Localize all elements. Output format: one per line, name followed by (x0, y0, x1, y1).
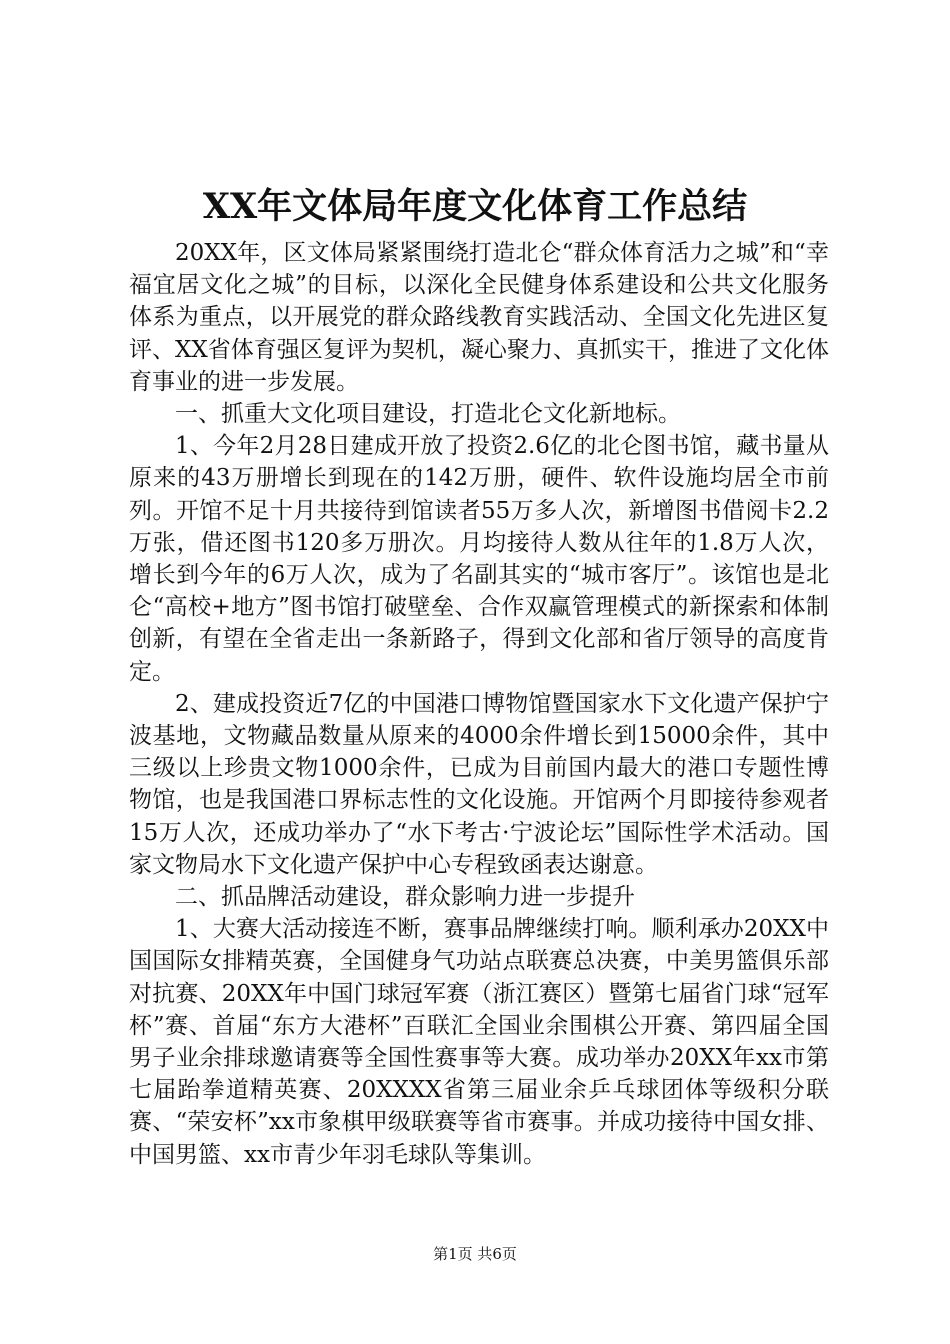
paragraph-events: 1、大赛大活动接连不断，赛事品牌继续打响。顺利承办20XX中国国际女排精英赛，全国健身气功站点联赛总决赛，中美男篮俱乐部对抗赛、20XX年中国门球冠军赛（浙江赛区）暨第七届省门球“冠军杯”赛、首届“东方大港杯”百联汇全国业余围棋公开赛、第四届全国男子业余排球邀请赛等全国性赛事等大赛。成功举办20XX年xx市第七届跆拳道精英赛、20XXXX省第三届业余乒乓球团体等级积分联赛、“荣安杯”xx市象棋甲级联赛等省市赛事。并成功接待中国女排、中国男篮、xx市青少年羽毛球队等集训。 (129, 916, 829, 1168)
section-heading-2: 二、抓品牌活动建设，群众影响力进一步提升 (175, 884, 635, 911)
paragraph-museum: 2、建成投资近7亿的中国港口博物馆暨国家水下文化遗产保护宁波基地，文物藏品数量从原来的4000余件增长到15000余件，其中三级以上珍贵文物1000余件，已成为目前国内最大的港口专题性博物馆，也是我国港口界标志性的文化设施。开馆两个月即接待参观者15万人次，还成功举办了“水下考古·宁波论坛”国际性学术活动。国家文物局水下文化遗产保护中心专程致函表达谢意。 (129, 690, 829, 878)
document-title: XX年文体局年度文化体育工作总结 (202, 186, 748, 227)
paragraph-intro: 20XX年，区文体局紧紧围绕打造北仑“群众体育活力之城”和“幸福宜居文化之城”的目标，以深化全民健身体系建设和公共文化服务体系为重点，以开展党的群众路线教育实践活动、全国文化先进区复评、XX省体育强区复评为契机，凝心聚力、真抓实干，推进了文化体育事业的进一步发展。 (129, 240, 829, 395)
section-heading-1: 一、抓重大文化项目建设，打造北仑文化新地标。 (175, 401, 681, 428)
document-body (129, 237, 829, 1171)
paragraph-library: 1、今年2月28日建成开放了投资2.6亿的北仑图书馆，藏书量从原来的43万册增长到现在的142万册，硬件、软件设施均居全市前列。开馆不足十月共接待到馆读者55万多人次，新增图书借阅卡2.2万张，借还图书120多万册次。月均接待人数从往年的1.8万人次，增长到今年的6万人次，成为了名副其实的“城市客厅”。该馆也是北仑“高校+地方”图书馆打破壁垒、合作双赢管理模式的新探索和体制创新，有望在全省走出一条新路子，得到文化部和省厅领导的高度肯定。 (129, 433, 829, 685)
page-number-footer: 第1页 共6页 (433, 1245, 517, 1263)
